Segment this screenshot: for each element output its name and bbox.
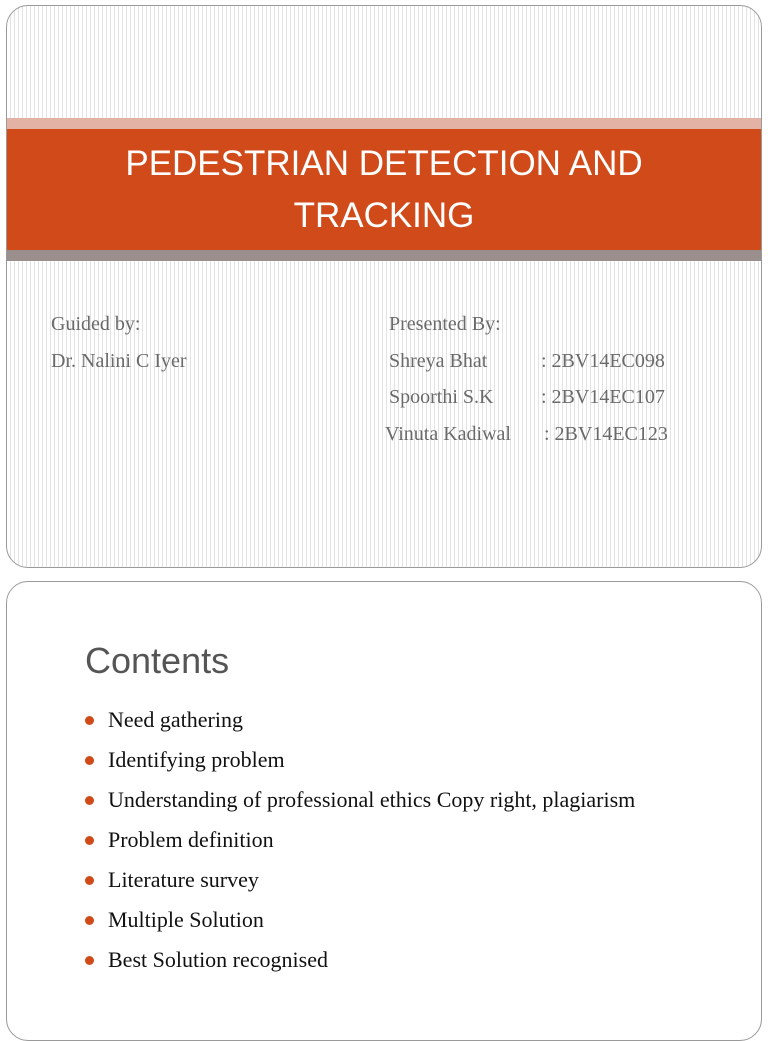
contents-list <box>85 700 635 980</box>
contents-title: Contents <box>85 640 230 681</box>
list-item-text: Identifying problem <box>108 747 285 772</box>
bullet-icon <box>85 796 94 805</box>
list-item-text: Literature survey <box>108 867 259 892</box>
list-item-text: Need gathering <box>108 707 243 732</box>
title-band <box>7 129 761 250</box>
presenter-id: : 2BV14EC123 <box>544 423 668 445</box>
title-slide <box>6 5 762 568</box>
bullet-icon <box>85 916 94 925</box>
presented-by-label: Presented By: <box>389 313 501 335</box>
bullet-icon <box>85 876 94 885</box>
list-item <box>85 780 635 820</box>
slide-title: PEDESTRIAN DETECTION AND TRACKING <box>125 143 643 235</box>
list-item-text: Multiple Solution <box>108 907 264 932</box>
bullet-icon <box>85 716 94 725</box>
list-item <box>85 820 635 860</box>
title-band-top-stripe <box>7 118 761 129</box>
list-item-text: Understanding of professional ethics Copy right, plagiarism <box>108 787 636 812</box>
presenter-name: Spoorthi S.K <box>389 386 494 408</box>
presenter-name: Shreya Bhat <box>389 350 488 372</box>
bullet-icon <box>85 956 94 965</box>
list-item-text: Problem definition <box>108 827 274 852</box>
list-item-text: Best Solution recognised <box>108 947 328 972</box>
bullet-icon <box>85 756 94 765</box>
guide-name: Dr. Nalini C Iyer <box>51 350 187 372</box>
contents-slide <box>6 581 762 1041</box>
presenter-id: : 2BV14EC107 <box>541 386 665 408</box>
list-item <box>85 700 635 740</box>
bullet-icon <box>85 836 94 845</box>
title-band-bottom-stripe <box>7 250 761 261</box>
list-item <box>85 900 635 940</box>
presenter-id: : 2BV14EC098 <box>541 350 665 372</box>
guided-by-label: Guided by: <box>51 313 141 335</box>
list-item <box>85 740 635 780</box>
list-item <box>85 940 635 980</box>
list-item <box>85 860 635 900</box>
presenter-name: Vinuta Kadiwal <box>385 423 511 445</box>
